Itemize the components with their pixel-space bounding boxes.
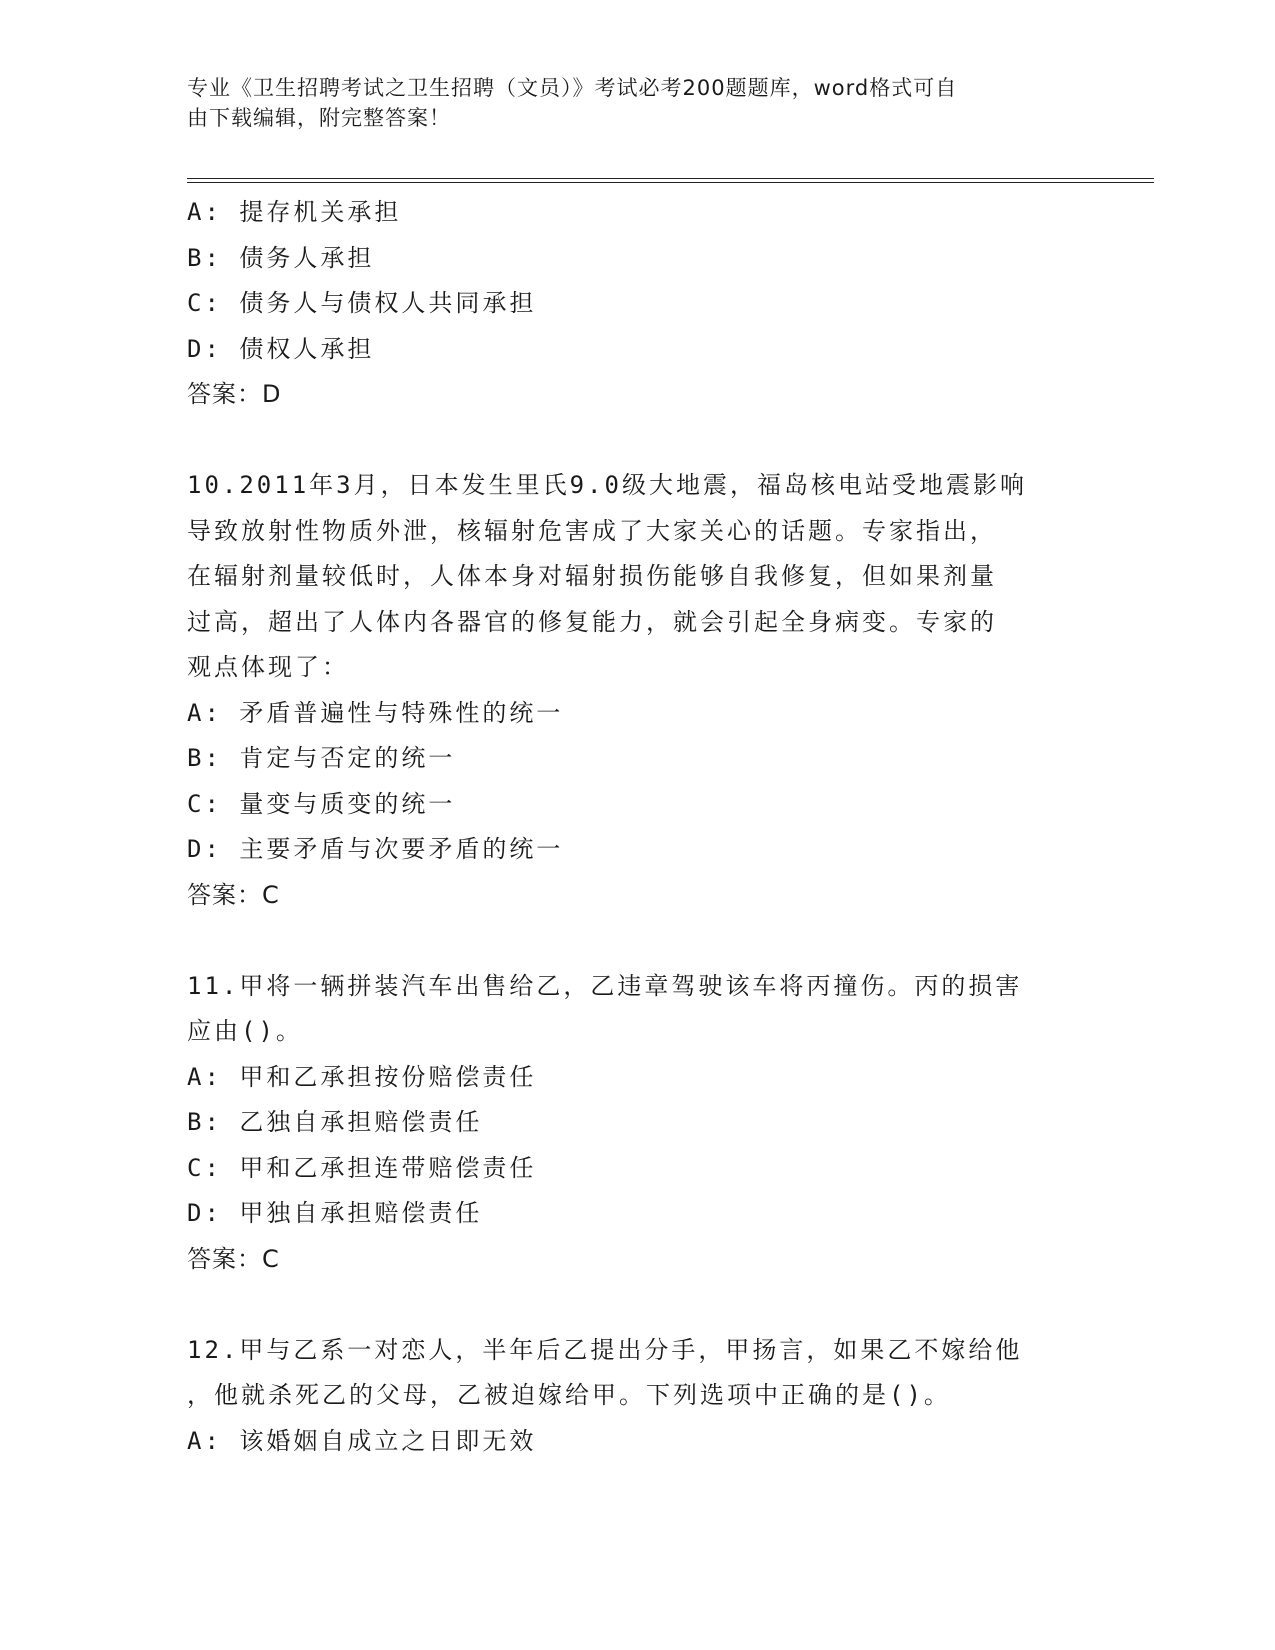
question-stem-line: 12.甲与乙系一对恋人，半年后乙提出分手，甲扬言，如果乙不嫁给他: [187, 1335, 1023, 1364]
option-a: A: 矛盾普遍性与特殊性的统一: [187, 698, 564, 727]
option-d: D: 甲独自承担赔偿责任: [187, 1199, 483, 1227]
option-a: A: 提存机关承担: [187, 198, 402, 226]
question-stem-line: 过高，超出了人体内各器官的修复能力，就会引起全身病变。专家的: [187, 607, 997, 636]
question-9: [187, 190, 1087, 418]
option-d: D: 主要矛盾与次要矛盾的统一: [187, 835, 564, 863]
header-line-1: 专业《卫生招聘考试之卫生招聘（文员）》考试必考200题题库，word格式可自: [187, 76, 958, 100]
question-stem-line: ，他就杀死乙的父母，乙被迫嫁给甲。下列选项中正确的是()。: [187, 1381, 951, 1409]
question-stem-line: 11.甲将一辆拼装汽车出售给乙，乙违章驾驶该车将丙撞伤。丙的损害: [187, 971, 1023, 1000]
question-stem-line: 在辐射剂量较低时，人体本身对辐射损伤能够自我修复，但如果剂量: [187, 562, 997, 590]
question-10: [187, 463, 1087, 918]
question-11: [187, 964, 1087, 1283]
option-a: A: 甲和乙承担按份赔偿责任: [187, 1062, 537, 1091]
answer: 答案：C: [187, 1244, 280, 1273]
option-c: C: 量变与质变的统一: [187, 789, 456, 818]
option-c: C: 债务人与债权人共同承担: [187, 289, 537, 317]
question-stem-line: 导致放射性物质外泄，核辐射危害成了大家关心的话题。专家指出，: [187, 516, 997, 545]
option-b: B: 肯定与否定的统一: [187, 744, 456, 772]
option-d: D: 债权人承担: [187, 334, 375, 363]
option-a: A: 该婚姻自成立之日即无效: [187, 1426, 537, 1455]
document-header: [187, 73, 1087, 133]
spacer: [187, 1282, 1087, 1328]
answer: 答案：D: [187, 380, 282, 408]
header-divider-bottom: [187, 182, 1154, 183]
question-stem-line: 应由()。: [187, 1017, 303, 1045]
question-list: [187, 190, 1087, 1464]
answer: 答案：C: [187, 880, 280, 909]
option-c: C: 甲和乙承担连带赔偿责任: [187, 1153, 537, 1182]
option-b: B: 乙独自承担赔偿责任: [187, 1108, 483, 1136]
header-line-2: 由下载编辑，附完整答案！: [187, 106, 451, 130]
question-12: [187, 1328, 1087, 1465]
option-b: B: 债务人承担: [187, 243, 375, 272]
header-divider-top: [187, 178, 1154, 179]
spacer: [187, 418, 1087, 464]
question-stem-line: 10.2011年3月，日本发生里氏9.0级大地震，福岛核电站受地震影响: [187, 471, 1027, 499]
spacer: [187, 918, 1087, 964]
question-stem-line: 观点体现了：: [187, 653, 349, 681]
